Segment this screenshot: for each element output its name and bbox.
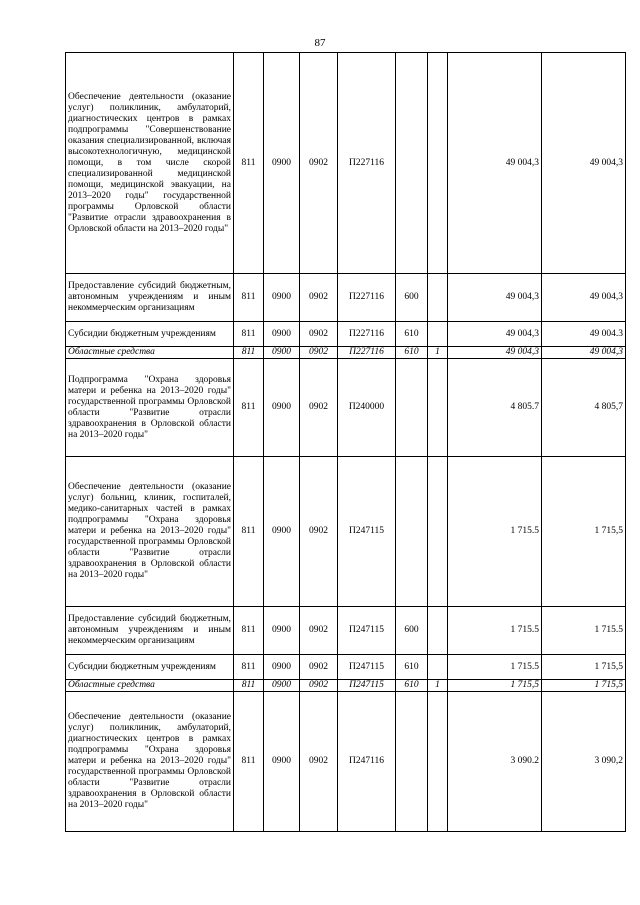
amount-total: 1 715,5 — [542, 457, 626, 607]
target-article: П247115 — [338, 655, 396, 680]
ministry-code: 811 — [234, 457, 264, 607]
subsection-code: 0902 — [300, 359, 338, 457]
ministry-code: 811 — [234, 680, 264, 692]
table-row — [66, 457, 626, 607]
subsection-code: 0902 — [300, 53, 338, 274]
section-code: 0900 — [264, 655, 300, 680]
table-row — [66, 274, 626, 322]
amount-total: 49 004,3 — [542, 274, 626, 322]
subsection-code: 0902 — [300, 692, 338, 832]
ministry-code: 811 — [234, 53, 264, 274]
section-code: 0900 — [264, 347, 300, 359]
row-description: Областные средства — [66, 347, 234, 359]
target-article: П227116 — [338, 322, 396, 347]
section-code: 0900 — [264, 322, 300, 347]
expense-type — [396, 457, 428, 607]
funding-source: 1 — [428, 680, 448, 692]
amount-total: 3 090,2 — [542, 692, 626, 832]
table-row — [66, 347, 626, 359]
ministry-code: 811 — [234, 322, 264, 347]
amount-total: 1 715,5 — [542, 655, 626, 680]
funding-source — [428, 359, 448, 457]
amount-planned: 3 090.2 — [448, 692, 542, 832]
row-description: Субсидии бюджетным учреждениям — [66, 655, 234, 680]
row-description: Предоставление субсидий бюджетным, автономным учреждениям и иным некоммерческим организациям — [66, 607, 234, 655]
funding-source — [428, 655, 448, 680]
amount-planned: 49 004,3 — [448, 347, 542, 359]
table-row — [66, 53, 626, 274]
funding-source — [428, 457, 448, 607]
funding-source — [428, 53, 448, 274]
budget-table — [65, 52, 626, 832]
subsection-code: 0902 — [300, 347, 338, 359]
section-code: 0900 — [264, 692, 300, 832]
row-description: Субсидии бюджетным учреждениям — [66, 322, 234, 347]
target-article: П240000 — [338, 359, 396, 457]
target-article: П227116 — [338, 53, 396, 274]
amount-total: 49 004.3 — [542, 322, 626, 347]
row-description: Обеспечение деятельности (оказание услуг) поликлиник, амбулаторий, диагностических центров в рамках подпрограммы "Охрана здоровья матери и ребенка на 2013–2020 годы" государственной программы Орловской области "Развитие отрасли здравоохранения в Орловской области на 2013–2020 годы" — [66, 692, 234, 832]
amount-planned: 1 715.5 — [448, 457, 542, 607]
section-code: 0900 — [264, 457, 300, 607]
section-code: 0900 — [264, 274, 300, 322]
ministry-code: 811 — [234, 607, 264, 655]
table-row — [66, 607, 626, 655]
amount-total: 49 004,3 — [542, 347, 626, 359]
subsection-code: 0902 — [300, 607, 338, 655]
target-article: П247116 — [338, 692, 396, 832]
expense-type: 600 — [396, 607, 428, 655]
expense-type — [396, 692, 428, 832]
table-row — [66, 655, 626, 680]
funding-source — [428, 607, 448, 655]
subsection-code: 0902 — [300, 457, 338, 607]
funding-source — [428, 274, 448, 322]
subsection-code: 0902 — [300, 322, 338, 347]
funding-source — [428, 692, 448, 832]
section-code: 0900 — [264, 607, 300, 655]
row-description: Предоставление субсидий бюджетным, автономным учреждениям и иным некоммерческим организациям — [66, 274, 234, 322]
amount-planned: 1 715.5 — [448, 655, 542, 680]
amount-total: 4 805,7 — [542, 359, 626, 457]
table-row — [66, 359, 626, 457]
expense-type — [396, 359, 428, 457]
section-code: 0900 — [264, 359, 300, 457]
subsection-code: 0902 — [300, 680, 338, 692]
ministry-code: 811 — [234, 274, 264, 322]
target-article: П227116 — [338, 274, 396, 322]
table-row — [66, 680, 626, 692]
row-description: Обеспечение деятельности (оказание услуг) поликлиник, амбулаторий, диагностических центров в рамках подпрограммы "Совершенствование оказания специализированной, включая высокотехнологичную, медицинской помощи, в том числе скорой специализированной медицинской помощи, медицинской эвакуации, на 2013–2020 годы" государственной программы Орловской области "Развитие отрасли здравоохранения в Орловской области на 2013–2020 годы" — [66, 53, 234, 274]
amount-planned: 49 004,3 — [448, 53, 542, 274]
target-article: П247115 — [338, 457, 396, 607]
amount-total: 1 715,5 — [542, 680, 626, 692]
amount-planned: 49 004,3 — [448, 274, 542, 322]
expense-type: 610 — [396, 347, 428, 359]
ministry-code: 811 — [234, 347, 264, 359]
target-article: П227116 — [338, 347, 396, 359]
expense-type — [396, 53, 428, 274]
funding-source: 1 — [428, 347, 448, 359]
subsection-code: 0902 — [300, 655, 338, 680]
table-row — [66, 692, 626, 832]
row-description: Подпрограмма "Охрана здоровья матери и ребенка на 2013–2020 годы" государственной программы Орловской области "Развитие отрасли здравоохранения в Орловской области на 2013–2020 годы" — [66, 359, 234, 457]
section-code: 0900 — [264, 680, 300, 692]
section-code: 0900 — [264, 53, 300, 274]
amount-total: 49 004,3 — [542, 53, 626, 274]
subsection-code: 0902 — [300, 274, 338, 322]
ministry-code: 811 — [234, 692, 264, 832]
page-number: 87 — [314, 37, 326, 49]
table-row — [66, 322, 626, 347]
expense-type: 610 — [396, 655, 428, 680]
row-description: Обеспечение деятельности (оказание услуг) больниц, клиник, госпиталей, медико-санитарных частей в рамках подпрограммы "Охрана здоровья матери и ребенка на 2013–2020 годы" государственной программы Орловской области "Развитие отрасли здравоохранения в Орловской области на 2013–2020 годы" — [66, 457, 234, 607]
amount-planned: 1 715,5 — [448, 680, 542, 692]
expense-type: 610 — [396, 680, 428, 692]
amount-planned: 49 004,3 — [448, 322, 542, 347]
expense-type: 600 — [396, 274, 428, 322]
amount-total: 1 715.5 — [542, 607, 626, 655]
amount-planned: 1 715.5 — [448, 607, 542, 655]
row-description: Областные средства — [66, 680, 234, 692]
target-article: П247115 — [338, 607, 396, 655]
funding-source — [428, 322, 448, 347]
expense-type: 610 — [396, 322, 428, 347]
amount-planned: 4 805.7 — [448, 359, 542, 457]
ministry-code: 811 — [234, 655, 264, 680]
target-article: П247115 — [338, 680, 396, 692]
ministry-code: 811 — [234, 359, 264, 457]
